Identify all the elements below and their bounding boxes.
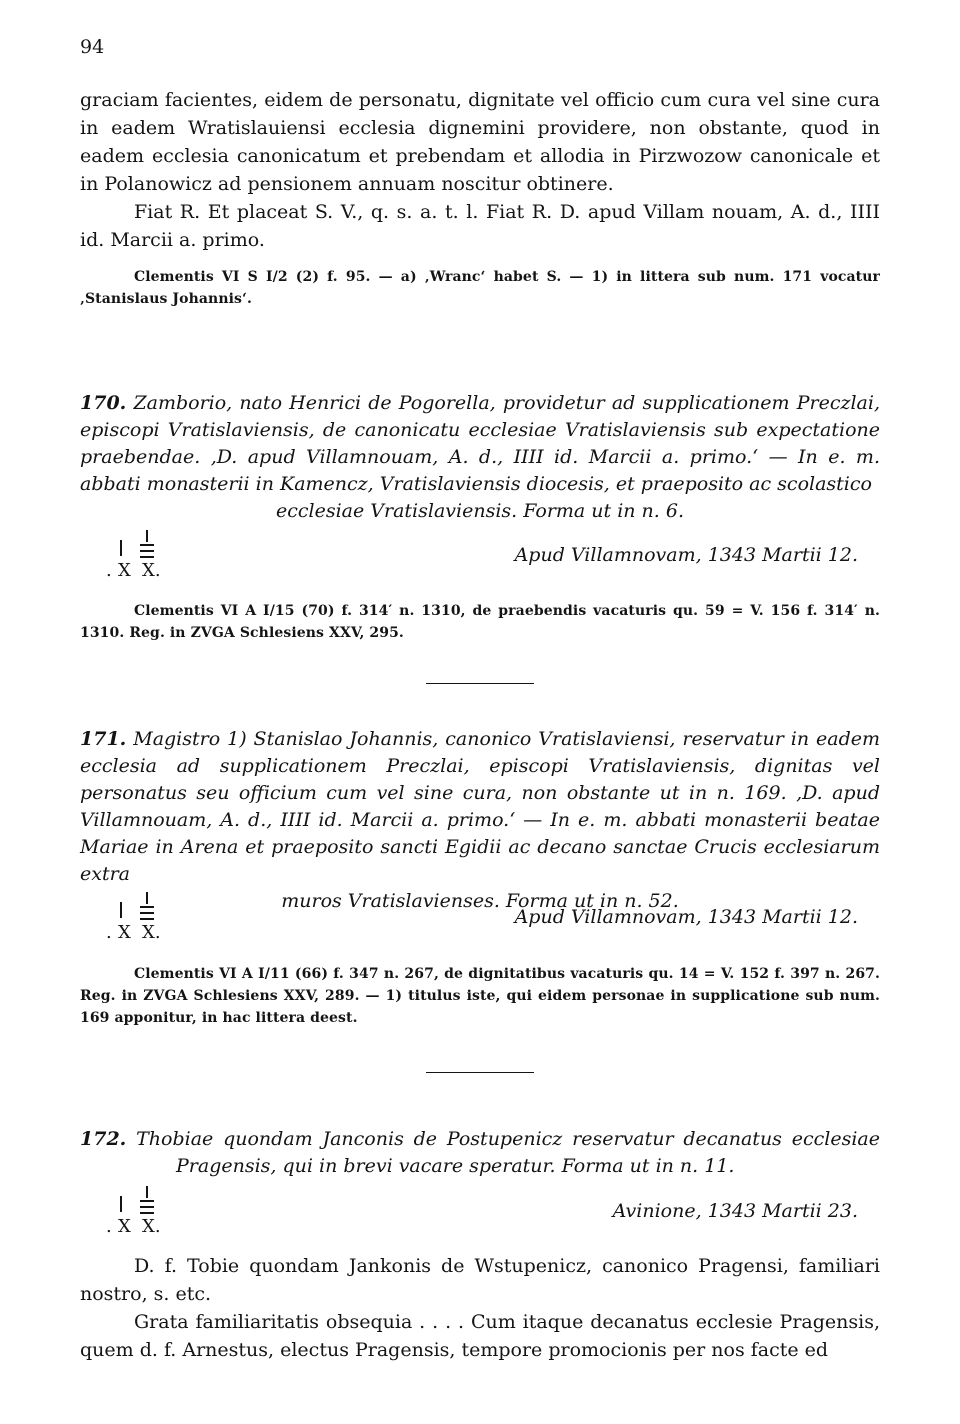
chancery-mark: . X X. xyxy=(106,1186,186,1242)
intro-text: graciam facientes, eidem de personatu, dignitate vel officio cum cura vel sine cura in eadem Wratislauiensi ecclesia dignemini providere, non obstante, quod in eadem ecclesia canonicatum et prebendam et allodia in Pirzwozow canonicale et in Polanowicz ad pensionem annuam noscitur obtinere. xyxy=(80,89,880,195)
entry-171 xyxy=(80,726,880,915)
entry-171-notes xyxy=(80,963,880,1029)
entry-footnotes: Clementis VI A I/11 (66) f. 347 n. 267, de dignitatibus vacaturis qu. 14 = V. 152 f. 397 n. 267. Reg. in ZVGA Schlesiens XXV, 289. — 1) titulus iste, qui eidem personae in supplicatione sub num. 169 apponitur, in hac littera deest. xyxy=(80,966,880,1026)
entry-heading xyxy=(80,390,880,498)
entry-170-date-row xyxy=(80,530,880,586)
separator-rule xyxy=(426,1072,534,1073)
page-number: 94 xyxy=(80,36,105,58)
entry-heading-text: Zamborio, nato Henrici de Pogorella, providetur ad supplicationem Preczlai, episcopi Vratislaviensis, de canonicatu ecclesiae Vratislaviensis sub expectatione praebendae. ‚D. apud Villamnouam, A. d., IIII id. Marcii a. primo.‘ — In e. m. abbati monasterii in Kamencz, Vratislaviensis diocesis, et praeposito ac scolastico xyxy=(80,392,880,495)
entry-172-date-row xyxy=(80,1186,880,1242)
entry-heading-text: Thobiae quondam Janconis de Postupenicz reservatur decanatus ecclesiae Pragensis, qui in brevi vacare speratur. Forma ut in n. 11. xyxy=(136,1128,880,1177)
fiat-line: Fiat R. Et placeat S. V., q. s. a. t. l. Fiat R. D. apud Villam nouam, A. d., IIII id. Marcii a. primo. xyxy=(80,201,880,251)
separator-rule xyxy=(426,683,534,684)
entry-heading-last: muros Vratislavienses. Forma ut in n. 52. xyxy=(281,890,679,912)
entry-number: 170. xyxy=(80,392,127,414)
entry-171-date-row xyxy=(80,892,880,948)
letter-text: Grata familiaritatis obsequia . . . . Cum itaque decanatus ecclesie Pragensis, quem d. f. Arnestus, electus Pragensis, tempore promocionis per nos facte ed xyxy=(80,1311,880,1361)
entry-170 xyxy=(80,390,880,525)
entry-number: 171. xyxy=(80,728,127,750)
intro-footnotes: Clementis VI S I/2 (2) f. 95. — a) ‚Wranc‘ habet S. — 1) in littera sub num. 171 vocatur ‚Stanislaus Johannis‘. xyxy=(80,269,880,307)
entry-172-text xyxy=(80,1252,880,1364)
chancery-mark: . X X. xyxy=(106,892,186,948)
chancery-mark: . X X. xyxy=(106,530,186,586)
place-date: Apud Villamnovam, 1343 Martii 12. xyxy=(514,544,858,566)
entry-number: 172. xyxy=(80,1128,127,1150)
entry-heading-last: ecclesiae Vratislaviensis. Forma ut in n. 6. xyxy=(276,500,684,522)
entry-footnotes: Clementis VI A I/15 (70) f. 314′ n. 1310, de praebendis vacaturis qu. 59 = V. 156 f. 314′ n. 1310. Reg. in ZVGA Schlesiens XXV, 295. xyxy=(80,603,880,641)
entry-170-notes xyxy=(80,600,880,644)
entry-heading xyxy=(80,1126,880,1180)
place-date: Avinione, 1343 Martii 23. xyxy=(612,1200,858,1222)
intro-block xyxy=(80,86,880,310)
entry-heading-text: Magistro 1) Stanislao Johannis, canonico Vratislaviensi, reservatur in eadem ecclesia ad supplicationem Preczlai, episcopi Vratislaviensis, dignitas vel personatus seu officium cum vel sine cura, non obstante ut in n. 169. ‚D. apud Villamnouam, A. d., IIII id. Marcii a. primo.‘ — In e. m. abbati monasterii beatae Mariae in Arena et praeposito sancti Egidii ac decano sanctae Crucis ecclesiarum extra xyxy=(80,728,880,885)
entry-172 xyxy=(80,1126,880,1180)
letter-address: D. f. Tobie quondam Jankonis de Wstupenicz, canonico Pragensi, familiari nostro, s. etc. xyxy=(80,1255,880,1305)
place-date: Apud Villamnovam, 1343 Martii 12. xyxy=(514,906,858,928)
document-page xyxy=(80,0,880,1424)
entry-heading xyxy=(80,726,880,888)
